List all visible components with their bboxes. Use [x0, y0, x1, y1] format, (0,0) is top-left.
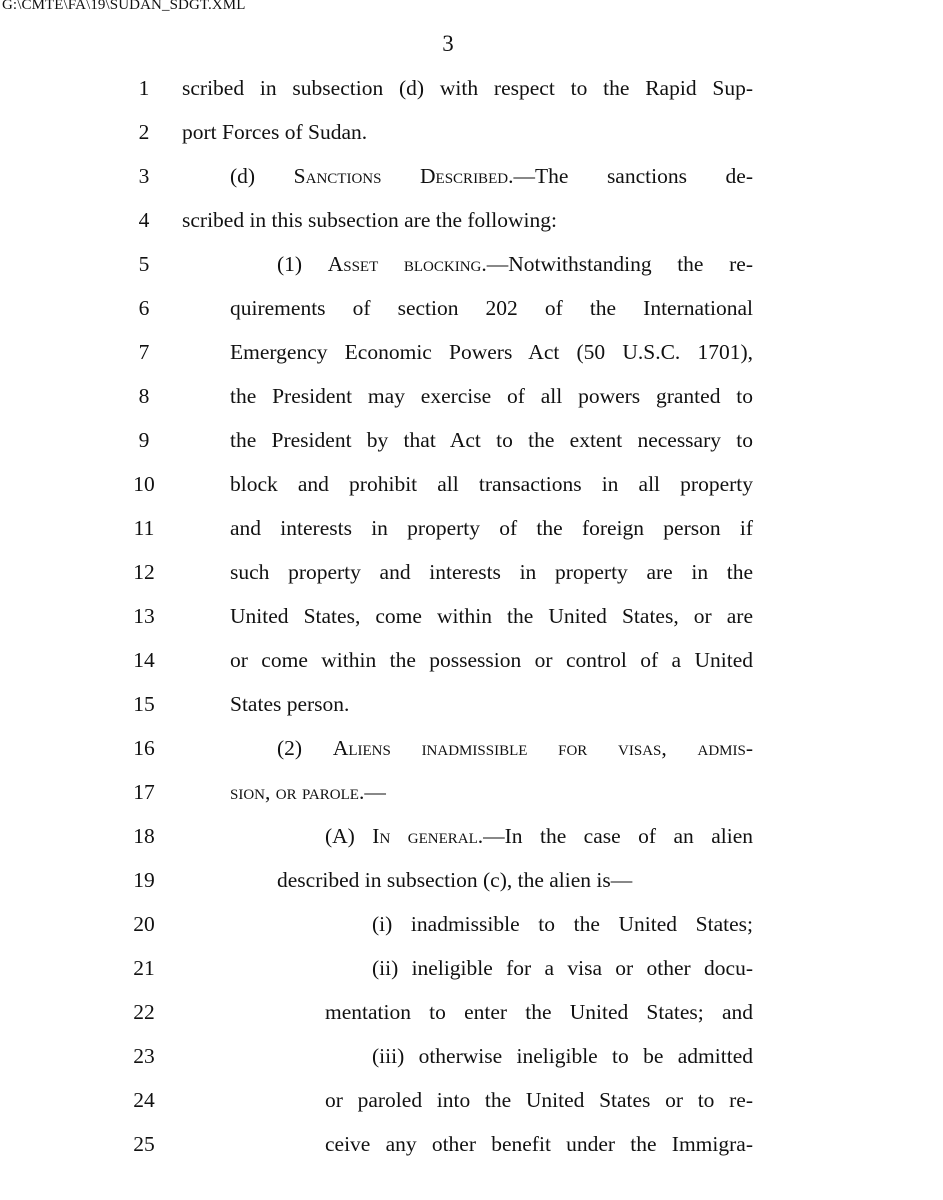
line-text: (iii) otherwise ineligible to be admitted	[372, 1044, 753, 1068]
line-text: port Forces of Sudan.	[182, 120, 368, 144]
paragraph-designator: (1)	[277, 252, 328, 276]
line-number: 10	[133, 472, 155, 496]
line-text: the President may exercise of all powers granted to	[230, 384, 753, 408]
bill-line	[0, 906, 943, 942]
line-number: 24	[133, 1088, 155, 1112]
line-number: 25	[133, 1132, 155, 1156]
line-number: 17	[133, 780, 155, 804]
bill-line	[0, 510, 943, 546]
line-number: 9	[138, 428, 150, 452]
line-text: quirements of section 202 of the International	[230, 296, 753, 320]
line-number: 7	[138, 340, 150, 364]
line-number: 19	[133, 868, 155, 892]
bill-line	[0, 1126, 943, 1162]
line-number: 20	[133, 912, 155, 936]
line-text: block and prohibit all transactions in all property	[230, 472, 753, 496]
line-text	[230, 158, 753, 194]
line-number: 22	[133, 1000, 155, 1024]
line-number: 21	[133, 956, 155, 980]
bill-line	[0, 598, 943, 634]
line-number: 18	[133, 824, 155, 848]
line-text	[230, 774, 753, 810]
bill-line	[0, 378, 943, 414]
bill-line	[0, 730, 943, 766]
line-text: States person.	[230, 692, 350, 716]
line-text: (ii) ineligible for a visa or other docu-	[372, 956, 753, 980]
bill-line	[0, 818, 943, 854]
line-text: scribed in subsection (d) with respect to the Rapid Sup-	[182, 76, 753, 100]
paragraph-heading: sion, or parole	[230, 780, 359, 804]
line-number: 8	[138, 384, 150, 408]
line-text-tail: .—	[358, 780, 386, 804]
line-text-tail: .—Notwithstanding the re-	[481, 252, 753, 276]
paragraph-heading: Asset blocking	[327, 252, 482, 276]
bill-line	[0, 114, 943, 150]
line-number: 1	[138, 76, 150, 100]
bill-line	[0, 994, 943, 1030]
bill-line	[0, 1038, 943, 1074]
line-text: mentation to enter the United States; and	[325, 1000, 753, 1024]
line-number: 15	[133, 692, 155, 716]
bill-line	[0, 554, 943, 590]
line-text	[277, 246, 753, 282]
bill-line	[0, 70, 943, 106]
bill-line	[0, 642, 943, 678]
subsection-heading: Sanctions Described	[293, 164, 509, 188]
paragraph-heading: Aliens inadmissible for visas, admis-	[332, 736, 753, 760]
line-text: described in subsection (c), the alien is—	[277, 868, 633, 892]
page-number: 3	[442, 31, 454, 56]
bill-line	[0, 466, 943, 502]
line-text: scribed in this subsection are the following:	[182, 208, 557, 232]
subparagraph-heading: In general	[372, 824, 478, 848]
line-number: 23	[133, 1044, 155, 1068]
line-text: and interests in property of the foreign person if	[230, 516, 753, 540]
line-number: 12	[133, 560, 155, 584]
bill-line	[0, 202, 943, 238]
bill-line	[0, 422, 943, 458]
paragraph-designator: (2)	[277, 736, 333, 760]
line-text: such property and interests in property are in the	[230, 560, 753, 584]
line-text: the President by that Act to the extent necessary to	[230, 428, 753, 452]
line-number: 6	[138, 296, 150, 320]
line-text: United States, come within the United States, or are	[230, 604, 753, 628]
line-number: 13	[133, 604, 155, 628]
line-text: (i) inadmissible to the United States;	[372, 912, 753, 936]
line-text: or come within the possession or control of a United	[230, 648, 753, 672]
bill-line	[0, 774, 943, 810]
line-number: 4	[138, 208, 150, 232]
bill-line	[0, 686, 943, 722]
file-path-header: G:\CMTE\FA\19\SUDAN_SDGT.XML	[2, 0, 246, 13]
line-number: 3	[138, 164, 150, 188]
bill-line	[0, 290, 943, 326]
bill-line	[0, 1082, 943, 1118]
bill-line	[0, 158, 943, 194]
line-number: 5	[138, 252, 150, 276]
subparagraph-designator: (A)	[325, 824, 373, 848]
subsection-designator: (d)	[230, 164, 294, 188]
bill-line	[0, 862, 943, 898]
line-text-tail: .—The sanctions de-	[508, 164, 753, 188]
line-number: 11	[133, 516, 155, 540]
line-text: Emergency Economic Powers Act (50 U.S.C. 1701),	[230, 340, 753, 364]
line-text	[277, 730, 753, 766]
line-text-tail: .—In the case of an alien	[477, 824, 753, 848]
line-number: 14	[133, 648, 155, 672]
bill-line	[0, 334, 943, 370]
line-text: or paroled into the United States or to re-	[325, 1088, 753, 1112]
bill-line	[0, 950, 943, 986]
line-number: 2	[138, 120, 150, 144]
bill-line	[0, 246, 943, 282]
line-text: ceive any other benefit under the Immigra-	[325, 1132, 753, 1156]
line-number: 16	[133, 736, 155, 760]
line-text	[325, 818, 753, 854]
